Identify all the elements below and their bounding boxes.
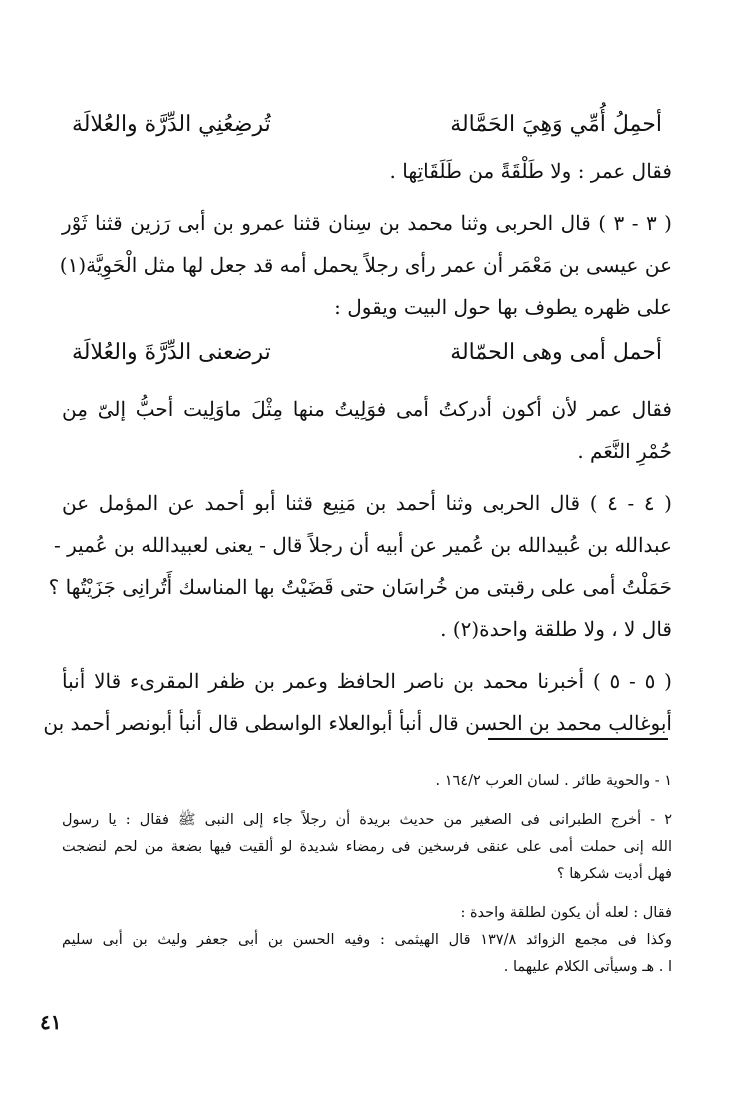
paragraph4-line-2: عبدالله بن عُبيدالله بن عُمير عن أبيه أن رجلاً قال - يعنى لعبيدالله بن عُمير -	[54, 533, 672, 557]
footnote-2-line-2: الله إنى حملت أمى على عنقى فرسخين فى رمضاء شديدة لو ألقيت فيها بضعة من لحم لنضجت	[62, 839, 672, 855]
footnote-2-line-3: فهل أديت شكرها ؟	[556, 866, 672, 882]
poem-verse-1	[62, 100, 672, 150]
paragraph4-line-1: ( ٤ - ٤ ) قال الحربى وثنا أحمد بن مَنِيع قثنا أبو أحمد عن المؤمل عن	[62, 491, 672, 515]
footnote-separator	[488, 738, 668, 740]
page-number: ٤١	[40, 1010, 62, 1034]
paragraph4-line-4: قال لا ، ولا طلقة واحدة(٢) .	[440, 617, 672, 641]
paragraph3-line-2: حُمْرِ النَّعَم .	[577, 439, 672, 463]
poem2-first-hemistich: أحمل أمى وهى الحمّالة	[450, 340, 662, 365]
footnote-3-line-3: ا . هـ وسيأتى الكلام عليهما .	[503, 959, 672, 975]
footnote-1: ١ - والحوية طائر . لسان العرب ١٦٤/٢ .	[435, 773, 672, 789]
paragraph2-line-1: ( ٣ - ٣ ) قال الحربى وثنا محمد بن سِنان قثنا عمرو بن أبى رَزين قثنا ثَوْر	[62, 211, 672, 235]
paragraph2-line-2: عن عيسى بن مَعْمَر أن عمر رأى رجلاً يحمل أمه قد جعل لها مثل الْحَوِيَّة(١)	[59, 253, 672, 277]
paragraph2-line-3: على ظهره يطوف بها حول البيت ويقول :	[334, 295, 672, 319]
main-text-block	[43, 100, 672, 744]
poem1-first-hemistich: أحمِلُ أُمِّي وَهِيَ الحَمَّالة	[450, 112, 662, 137]
poem1-second-hemistich: تُرضِعُنِي الدِّرَّة والعُلالَة	[72, 112, 271, 137]
footnote-3-line-2: وكذا فى مجمع الزوائد ١٣٧/٨ قال الهيثمى : وفيه الحسن بن أبى جعفر وليث بن أبى سليم	[62, 932, 672, 948]
paragraph1-line-1: فقال عمر : ولا طَلْقَةً من طَلَقَاتِها .	[389, 159, 672, 183]
paragraph5-line-1: ( ٥ - ٥ ) أخبرنا محمد بن ناصر الحافظ وعمر بن ظفر المقرىء قالا أنبأ	[62, 669, 672, 693]
footnote-3-line-1: فقال : لعله أن يكون لطلقة واحدة :	[460, 905, 672, 921]
poem2-second-hemistich: ترضعنى الدِّرَّةَ والعُلالَة	[72, 340, 271, 365]
paragraph5-line-2: أبوغالب محمد بن الحسن قال أنبأ أبوالعلاء الواسطى قال أنبأ أبونصر أحمد بن	[43, 711, 672, 735]
poem-verse-2	[62, 328, 672, 378]
paragraph4-line-3: حَمَلْتُ أمى على رقبتى من خُراسَان حتى قَضَيْتُ بها المناسك أَتُرانِى جَزَيْتُها ؟	[48, 575, 672, 599]
footnotes-block	[62, 768, 672, 981]
paragraph3-line-1: فقال عمر لأن أكون أدركتُ أمى فوَلِيتُ منها مِثْلَ ماوَلِيت أحبُّ إلىّ مِن	[62, 397, 672, 421]
footnote-2-line-1: ٢ - أخرج الطبرانى فى الصغير من حديث بريدة أن رجلاً جاء إلى النبى ﷺ فقال : يا رسول	[62, 812, 672, 828]
